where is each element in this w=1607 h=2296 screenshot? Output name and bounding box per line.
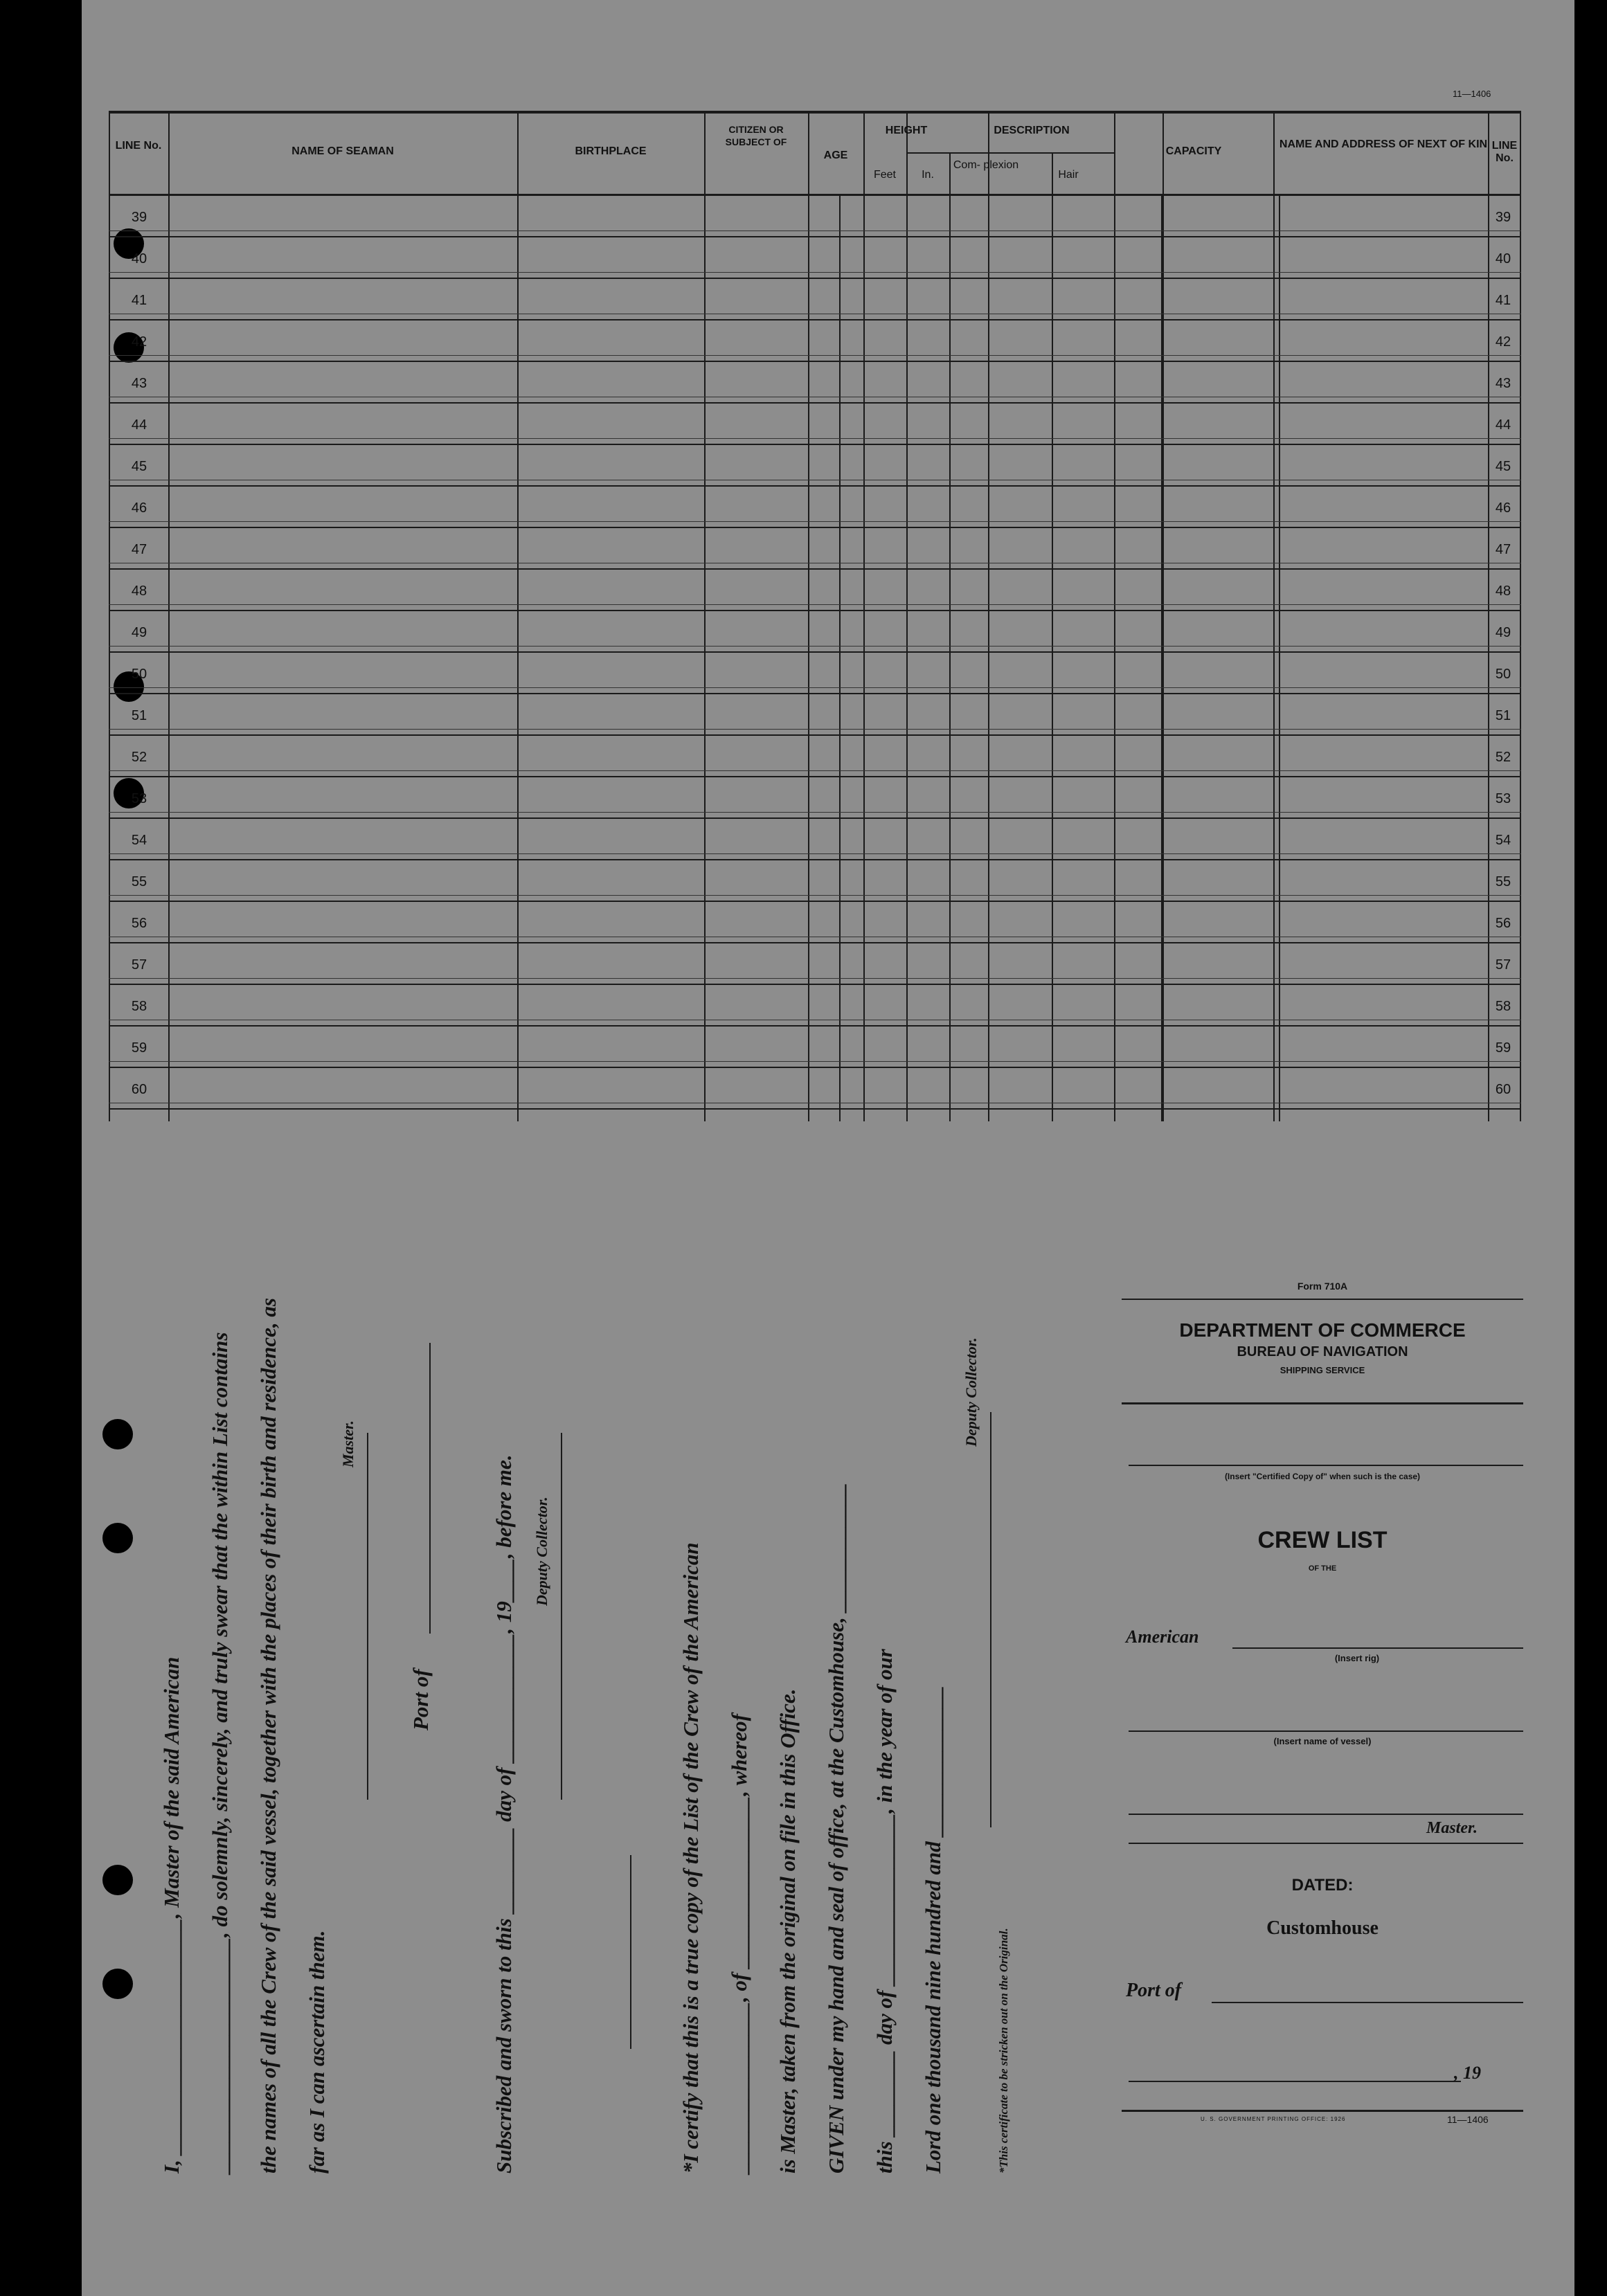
header-age: AGE	[823, 150, 848, 161]
table-top-rule	[109, 111, 1521, 114]
short-rule	[630, 1855, 631, 2049]
deputy-collector-label-1: Deputy Collector.	[533, 1497, 550, 1606]
master-label: Master.	[339, 1420, 357, 1467]
lord-line: Lord one thousand nine hundred and ______________	[921, 1685, 945, 2173]
master-signature-line	[367, 1433, 368, 1800]
row-rule-secondary	[109, 521, 1521, 522]
row-rule-secondary	[109, 646, 1521, 647]
line-number: 40	[131, 251, 147, 266]
american-label: American	[1126, 1627, 1199, 1647]
row-rule-secondary	[109, 770, 1521, 771]
certificate-block	[132, 1204, 1032, 2173]
cover-rule	[1129, 1843, 1523, 1844]
line-number-right: 52	[1495, 750, 1511, 765]
line-number: 59	[131, 1040, 147, 1056]
given-line: GIVEN under my hand and seal of office, at the Customhouse, ____________	[824, 1483, 848, 2173]
table-row	[109, 694, 1521, 736]
deputy-signature-line-2	[990, 1412, 991, 1827]
table-row	[109, 320, 1521, 362]
crew-list-title: CREW LIST	[1257, 1527, 1388, 1553]
port-of-label: Port of	[409, 1669, 433, 1730]
punch-hole	[102, 1865, 133, 1895]
header-line-no: LINE No.	[115, 140, 162, 152]
line-number-right: 43	[1495, 376, 1511, 391]
crew-table	[109, 111, 1521, 1121]
line-number-right: 49	[1495, 625, 1511, 640]
header-next-of-kin: NAME AND ADDRESS OF NEXT OF KIN	[1279, 138, 1488, 150]
oath-line-1: I, ______________________, Master of the said American	[159, 1656, 183, 2173]
cover-rule	[1122, 1402, 1523, 1404]
line-number-right: 55	[1495, 874, 1511, 889]
table-row	[109, 611, 1521, 653]
row-rule-secondary	[109, 604, 1521, 605]
line-number-right: 42	[1495, 334, 1511, 350]
row-rule-secondary	[109, 853, 1521, 854]
header-inches: In.	[922, 169, 934, 181]
line-number: 53	[131, 791, 147, 806]
port-line	[1212, 2002, 1523, 2003]
table-row	[109, 653, 1521, 694]
line-number: 43	[131, 376, 147, 391]
cover-rule	[1129, 1465, 1523, 1466]
punch-hole	[102, 1969, 133, 1999]
header-hair: Hair	[1058, 169, 1079, 181]
line-number: 46	[131, 500, 147, 516]
table-row	[109, 196, 1521, 237]
line-number-right: 60	[1495, 1082, 1511, 1097]
line-number: 58	[131, 999, 147, 1014]
form-number: Form 710A	[1297, 1281, 1348, 1292]
line-number: 47	[131, 542, 147, 557]
insert-certified-note: (Insert "Certified Copy of" when such is the case)	[1224, 1472, 1421, 1481]
oath-line-4: far as I can ascertain them.	[305, 1930, 329, 2173]
line-number-right: 45	[1495, 459, 1511, 474]
line-number-right: 40	[1495, 251, 1511, 266]
this-day-line: this ________ day of ________________, in the year of our	[872, 1649, 897, 2173]
row-rule-secondary	[109, 272, 1521, 273]
cover-master-label: Master.	[1426, 1819, 1478, 1837]
table-row	[109, 570, 1521, 611]
rig-line	[1232, 1647, 1523, 1649]
master-line	[1129, 1814, 1523, 1815]
header-description: DESCRIPTION	[994, 125, 1070, 136]
line-number: 42	[131, 334, 147, 350]
printing-office-imprint: U. S. GOVERNMENT PRINTING OFFICE: 1926	[1201, 2116, 1346, 2122]
dated-label: DATED:	[1291, 1876, 1354, 1895]
customhouse-label: Customhouse	[1266, 1917, 1379, 1939]
cover-port-of-label: Port of	[1126, 1980, 1182, 2001]
row-rule-secondary	[109, 895, 1521, 896]
line-number-right: 58	[1495, 999, 1511, 1014]
header-citizen: CITIZEN OR SUBJECT OF	[725, 124, 787, 147]
line-number-right: 53	[1495, 791, 1511, 806]
service-name: SHIPPING SERVICE	[1280, 1365, 1365, 1375]
line-number: 41	[131, 293, 147, 308]
line-number: 52	[131, 750, 147, 765]
line-number-right: 47	[1495, 542, 1511, 557]
oath-line-2: ______________________, do solemnly, sincerely, and truly swear that the within List contains	[208, 1332, 232, 2173]
table-row	[109, 819, 1521, 860]
department-name: DEPARTMENT OF COMMERCE	[1179, 1319, 1466, 1341]
table-row	[109, 487, 1521, 528]
footnote: *This certificate to be stricken out on the Original.	[997, 1928, 1010, 2173]
table-row	[109, 985, 1521, 1027]
port-of-line	[429, 1343, 431, 1634]
table-row	[109, 777, 1521, 819]
deputy-collector-label-2: Deputy Collector.	[962, 1337, 980, 1447]
line-number: 54	[131, 833, 147, 848]
row-rule-secondary	[109, 355, 1521, 356]
bureau-name: BUREAU OF NAVIGATION	[1237, 1344, 1408, 1359]
row-rule-secondary	[109, 729, 1521, 730]
line-number-right: 54	[1495, 833, 1511, 848]
table-row	[109, 943, 1521, 985]
of-the-label: OF THE	[1308, 1564, 1337, 1573]
line-number: 57	[131, 957, 147, 973]
line-number: 56	[131, 916, 147, 931]
header-complexion: Com- plexion	[953, 159, 1019, 171]
date-line	[1129, 2081, 1461, 2082]
table-row	[109, 279, 1521, 320]
cover-bottom-rule	[1122, 2110, 1523, 2112]
subscribed-line: Subscribed and sworn to this ________ day of ____________, 19____, before me.	[492, 1454, 516, 2173]
line-number: 49	[131, 625, 147, 640]
line-number: 45	[131, 459, 147, 474]
table-row	[109, 445, 1521, 487]
line-number-right: 56	[1495, 916, 1511, 931]
table-row	[109, 528, 1521, 570]
header-birthplace: BIRTHPLACE	[575, 145, 647, 157]
table-row	[109, 362, 1521, 404]
line-number: 48	[131, 584, 147, 599]
table-row	[109, 860, 1521, 902]
table-row	[109, 1068, 1521, 1110]
row-rule	[109, 1108, 1521, 1110]
row-rule-secondary	[109, 438, 1521, 439]
vessel-line	[1129, 1730, 1523, 1732]
punch-hole	[102, 1523, 133, 1553]
line-number-right: 39	[1495, 210, 1511, 225]
row-rule-secondary	[109, 687, 1521, 688]
is-master-line: is Master, taken from the original on file in this Office.	[775, 1688, 800, 2173]
line-number-right: 59	[1495, 1040, 1511, 1056]
header-capacity: CAPACITY	[1165, 145, 1222, 157]
punch-hole	[102, 1419, 133, 1449]
line-number: 55	[131, 874, 147, 889]
table-row	[109, 902, 1521, 943]
header-height: HEIGHT	[885, 125, 928, 136]
table-row	[109, 237, 1521, 279]
line-number-right: 57	[1495, 957, 1511, 973]
row-rule-secondary	[109, 978, 1521, 979]
deputy-signature-line-1	[561, 1433, 562, 1800]
line-number: 60	[131, 1082, 147, 1097]
table-row	[109, 404, 1521, 445]
row-rule-secondary	[109, 1061, 1521, 1062]
header-line-no-right: LINE No.	[1491, 140, 1518, 164]
line-number-right: 44	[1495, 417, 1511, 433]
line-number-right: 51	[1495, 708, 1511, 723]
line-number: 39	[131, 210, 147, 225]
line-number: 50	[131, 667, 147, 682]
line-number: 44	[131, 417, 147, 433]
line-number-right: 46	[1495, 500, 1511, 516]
subheader-rule	[906, 152, 1114, 154]
form-code-top: 11—1406	[1453, 89, 1491, 99]
year-prefix: , 19	[1454, 2063, 1481, 2083]
line-number-right: 41	[1495, 293, 1511, 308]
cover-rule	[1122, 1299, 1523, 1300]
line-number-right: 48	[1495, 584, 1511, 599]
header-name-of-seaman: NAME OF SEAMAN	[291, 145, 394, 157]
table-row	[109, 736, 1521, 777]
form-code-bottom: 11—1406	[1447, 2114, 1489, 2125]
header-feet: Feet	[873, 169, 896, 181]
certify-line: *I certify that this is a true copy of the List of the Crew of the American	[679, 1542, 703, 2173]
line-number-right: 50	[1495, 667, 1511, 682]
insert-rig-note: (Insert rig)	[1334, 1653, 1380, 1663]
table-row	[109, 1027, 1521, 1068]
line-number: 51	[131, 708, 147, 723]
insert-vessel-note: (Insert name of vessel)	[1273, 1736, 1372, 1746]
row-rule-secondary	[109, 230, 1521, 231]
oath-line-3: the names of all the Crew of the said vessel, together with the places of their birth and residence, as	[256, 1298, 280, 2173]
of-whereof-line: ________________, of ________________, whereof	[727, 1714, 751, 2173]
row-rule-secondary	[109, 812, 1521, 813]
